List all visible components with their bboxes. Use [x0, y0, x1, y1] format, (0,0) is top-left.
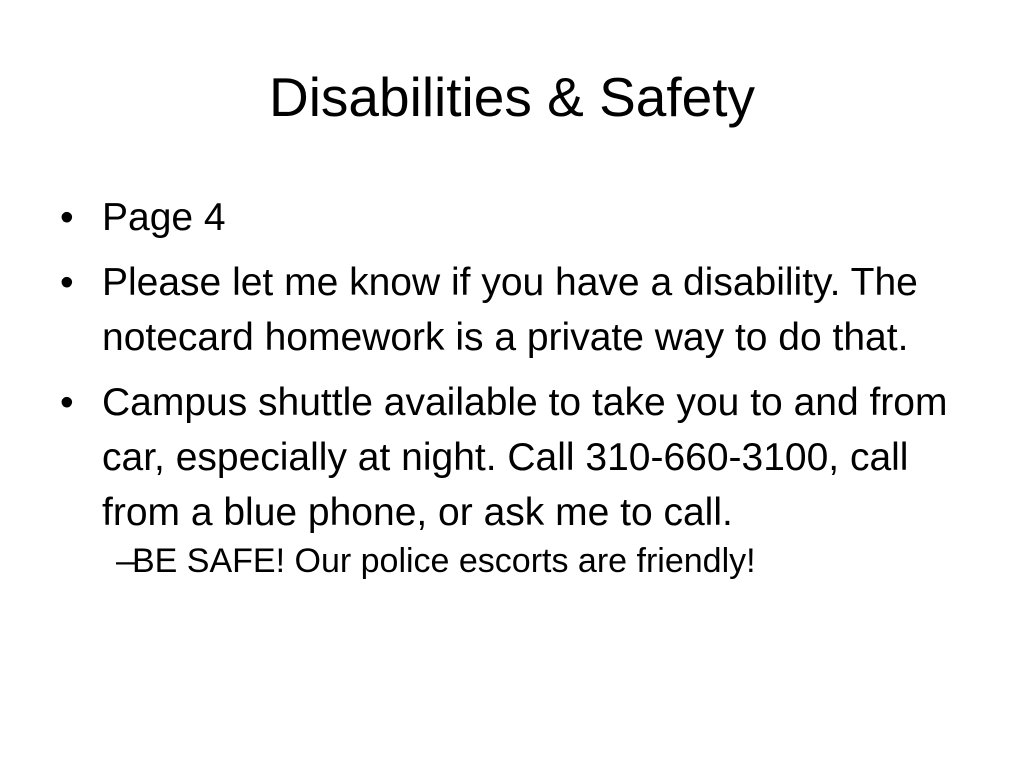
slide-title: Disabilities & Safety	[268, 66, 756, 128]
bullet-text: Page 4	[102, 196, 226, 239]
bullet-text: Campus shuttle available to take you to and from car, especially at night. Call 310-660-3100, call from a blue phone, or ask me to call.	[102, 381, 948, 534]
bullet-marker: •	[60, 381, 74, 424]
bullet-marker: •	[60, 261, 74, 304]
bullet-list	[60, 190, 960, 594]
sub-bullet-text: BE SAFE! Our police escorts are friendly!	[132, 542, 756, 580]
bullet-item	[60, 375, 960, 584]
sub-bullet-marker: –	[116, 542, 135, 580]
bullet-item	[60, 190, 960, 245]
bullet-text: Please let me know if you have a disability. The notecard homework is a private way to do that.	[102, 261, 918, 359]
sub-bullet-item	[102, 538, 960, 584]
bullet-item	[60, 255, 960, 365]
sub-bullet-list	[102, 538, 960, 584]
bullet-marker: •	[60, 196, 74, 239]
